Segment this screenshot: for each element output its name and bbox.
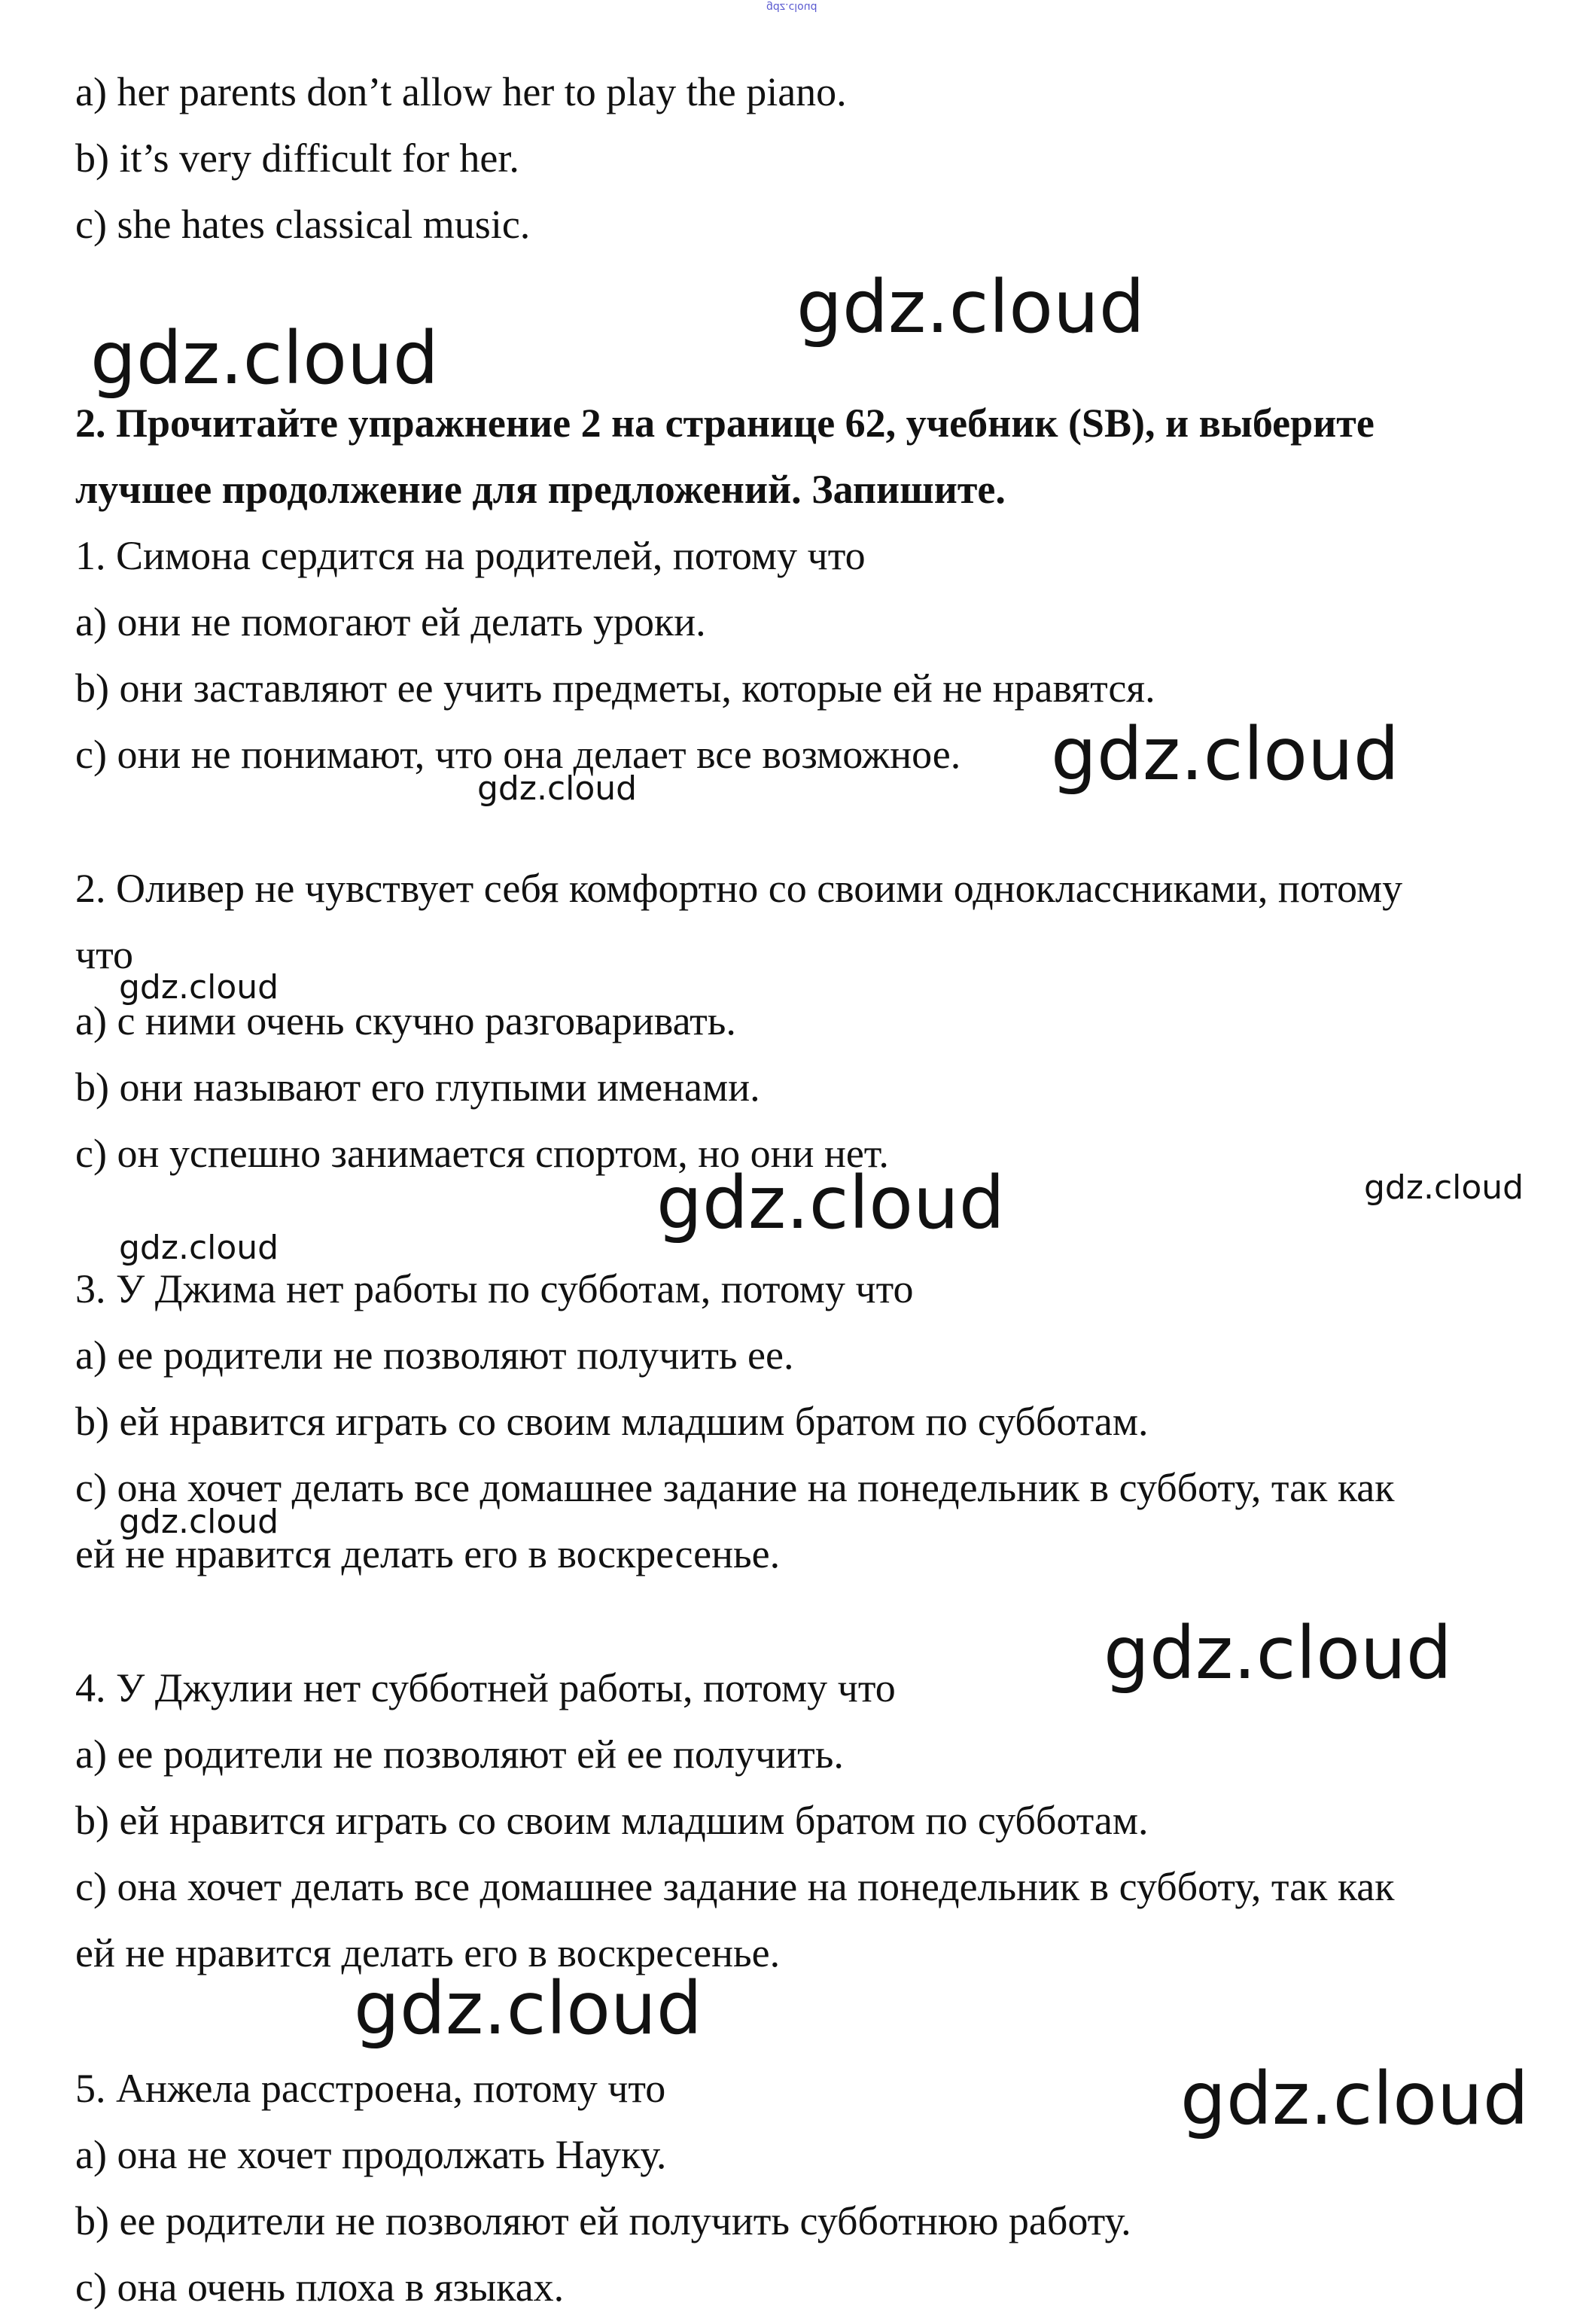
q2-option-c: c) он успешно занимается спортом, но они нет. [75,1131,889,1176]
watermark: gdz.cloud [119,1229,279,1267]
q4-stem: 4. У Джулии нет субботней работы, потому что [75,1665,896,1710]
watermark: gdz.cloud [1364,1168,1524,1207]
watermark: gdz.cloud [90,316,439,401]
q2-stem-line2: что [75,932,134,977]
q1-stem: 1. Симона сердится на родителей, потому что [75,533,866,578]
q3-option-a: a) ее родители не позволяют получить ее. [75,1333,794,1378]
task-heading-line1: 2. Прочитайте упражнение 2 на странице 62, учебник (SB), и выберите [75,401,1375,446]
q4-option-c-line1: c) она хочет делать все домашнее задание на понедельник в субботу, так как [75,1864,1395,1909]
q5-stem: 5. Анжела расстроена, потому что [75,2066,666,2111]
prev-answer-c: c) she hates classical music. [75,202,531,247]
watermark: gdz.cloud [119,968,279,1007]
watermark: gdz.cloud [477,769,638,808]
q1-option-c: c) они не понимают, что она делает все возможное. [75,732,961,777]
watermark: gdz.cloud [796,265,1145,349]
q2-option-b: b) они называют его глупыми именами. [75,1065,760,1110]
top-watermark: gdz.cloud [766,1,817,13]
q5-option-c: c) она очень плоха в языках. [75,2265,565,2310]
prev-answer-b: b) it’s very difficult for her. [75,136,519,181]
q3-option-c-line2: ей не нравится делать его в воскресенье. [75,1531,781,1576]
watermark: gdz.cloud [1180,2057,1529,2141]
prev-answer-a: a) her parents don’t allow her to play the piano. [75,69,847,114]
task-heading-line2: лучшее продолжение для предложений. Запишите. [75,467,1006,512]
watermark: gdz.cloud [1051,712,1399,796]
q3-option-c-line1: c) она хочет делать все домашнее задание на понедельник в субботу, так как [75,1465,1395,1510]
q4-option-c-line2: ей не нравится делать его в воскресенье. [75,1930,781,1975]
q5-option-a: a) она не хочет продолжать Науку. [75,2132,667,2177]
q4-option-b: b) ей нравится играть со своим младшим братом по субботам. [75,1798,1149,1843]
q2-stem-line1: 2. Оливер не чувствует себя комфортно со своими одноклассниками, потому [75,866,1403,911]
watermark: gdz.cloud [354,1966,702,2051]
watermark: gdz.cloud [1104,1611,1452,1695]
q1-option-b: b) они заставляют ее учить предметы, которые ей не нравятся. [75,666,1155,711]
q1-option-a: a) они не помогают ей делать уроки. [75,599,706,644]
watermark: gdz.cloud [656,1161,1005,1245]
q2-option-a: a) с ними очень скучно разговаривать. [75,998,736,1043]
q3-stem: 3. У Джима нет работы по субботам, потому что [75,1266,914,1311]
q4-option-a: a) ее родители не позволяют ей ее получить. [75,1732,844,1777]
watermark: gdz.cloud [119,1503,279,1541]
q3-option-b: b) ей нравится играть со своим младшим братом по субботам. [75,1399,1149,1444]
q5-option-b: b) ее родители не позволяют ей получить субботнюю работу. [75,2198,1131,2243]
